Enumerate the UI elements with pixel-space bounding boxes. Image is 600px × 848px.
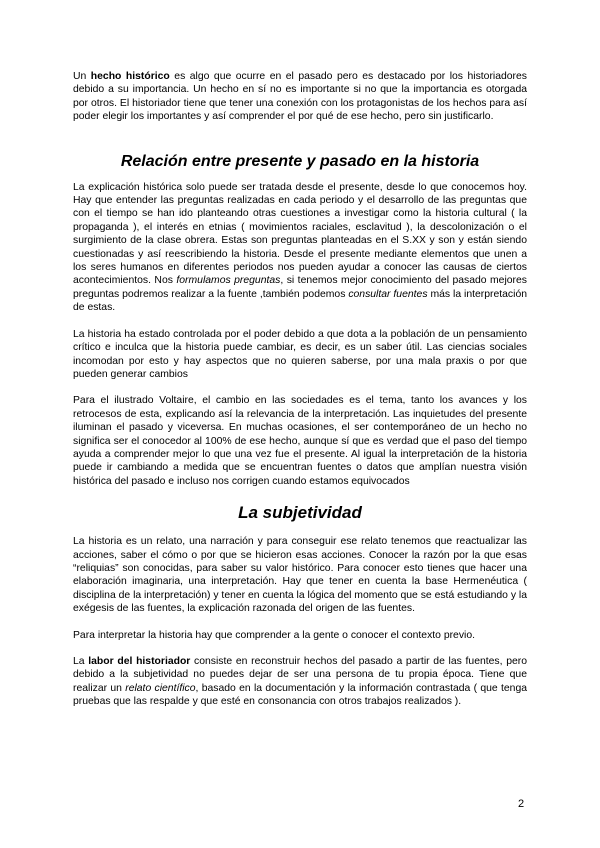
text-run: La <box>73 656 89 667</box>
paragraph-historia-poder: La historia ha estado controlada por el poder debido a que dota a la población de un pensamiento crítico e inculca que la historia puede cambiar, es decir, es un saber útil. Las ciencias sociales incomodan por esto y hay aspectos que no quieren saberse, por una mala praxis o por que pueden generar cambios <box>73 328 527 380</box>
paragraph-voltaire: Para el ilustrado Voltaire, el cambio en las sociedades es el tema, tanto los avances y los retrocesos de esta, explicando así la relevancia de la interpretación. Las inquietudes del presente iluminan el pasado y viceversa. En muchas ocasiones, el ser contemporáneo de un hecho no significa ser el conocedor al 100% de ese hecho, aunque sí que es verdad que el paso del tiempo ayuda a comprender mejor lo que una vez fue el presente. Al igual la interpretación de la historia puede ir cambiando a medida que se encuentran fuentes o datos que amplían nuestra visión histórica del pasado e incluso nos corrigen cuando estamos equivocados <box>73 395 527 487</box>
bold-term-labor: labor del historiador <box>88 656 191 667</box>
paragraph-explicacion-historica <box>73 181 527 315</box>
italic-term: relato científico <box>125 682 196 694</box>
text-run: La explicación histórica solo puede ser tratada desde el presente, desde lo que conocemos hoy. Hay que entender las preguntas realizadas en cada periodo y el desarrollo de las preguntas que con el tiempo se han ido planteando otras cuestiones a investigar como la historia cultural ( la propaganda ), el interés en etnias ( movimientos raciales, esclavitud ), la descolonización o el surgimiento de la clase obrera. Estas son preguntas planteadas en el S.XX y son y están siendo cuestionadas y así reescribiendo la historia. Desde el presente mediante elementos que unen a los seres humanos en diferentes periodos nos pueden ayudar a conocer las causas de ciertos acontecimientos. Nos <box>73 181 527 287</box>
page-content <box>73 70 527 709</box>
section-heading-subjetividad: La subjetividad <box>238 503 362 523</box>
page-number: 2 <box>518 798 525 810</box>
paragraph-labor-historiador <box>73 655 527 709</box>
paragraph-interpretar: Para interpretar la historia hay que comprender a la gente o conocer el contexto previo. <box>73 629 476 641</box>
text-run: , basado en la documentación y la información contrastada ( que tenga pruebas que las respalde y que esté en consonancia con otros trabajos realizados ). <box>73 682 527 708</box>
text-run: consiste en reconstruir hechos del pasado a partir de las fuentes, pero debido a la subjetividad no puedes dejar de ser una persona de tu propia época. Tiene que realizar un <box>73 656 527 694</box>
text-run: es algo que ocurre en el pasado pero es destacado por los historiadores debido a su importancia. Un hecho en sí no es importante si no que la importancia es otorgada por otros. El historiador tiene que tener una conexión con los protagonistas de los hechos para así poder elegir los importantes y así comprender el por qué de ese hecho, pero sin justificarlo. <box>73 71 527 123</box>
text-run: Un <box>73 71 91 82</box>
intro-paragraph <box>73 70 527 124</box>
italic-term: formulamos preguntas <box>176 275 281 287</box>
bold-term-hecho-historico: hecho histórico <box>90 71 170 82</box>
text-run: más la interpretación de estas. <box>73 288 527 314</box>
italic-term: consultar fuentes <box>348 288 428 300</box>
paragraph-relato: La historia es un relato, una narración y para conseguir ese relato tenemos que reactualizar las acciones, saber el cómo o por que se hicieron esas acciones. Conocer la razón por la que esas “reliquias” son conocidas, para saber su valor histórico. Para conocer esto tienes que hacer una elaboración imaginaria, una interpretación. Hay que tener en cuenta la base Hermenéutica ( disciplina de la interpretación) y tener en cuenta la lógica del momento que se está estudiando y la exégesis de las fuentes, la explicación razonada del origen de las fuentes. <box>73 536 528 615</box>
text-run: , si tenemos mejor conocimiento del pasado mejores preguntas podremos realizar a la fuente ,también podemos <box>73 275 527 300</box>
section-heading-relacion: Relación entre presente y pasado en la historia <box>120 152 480 170</box>
